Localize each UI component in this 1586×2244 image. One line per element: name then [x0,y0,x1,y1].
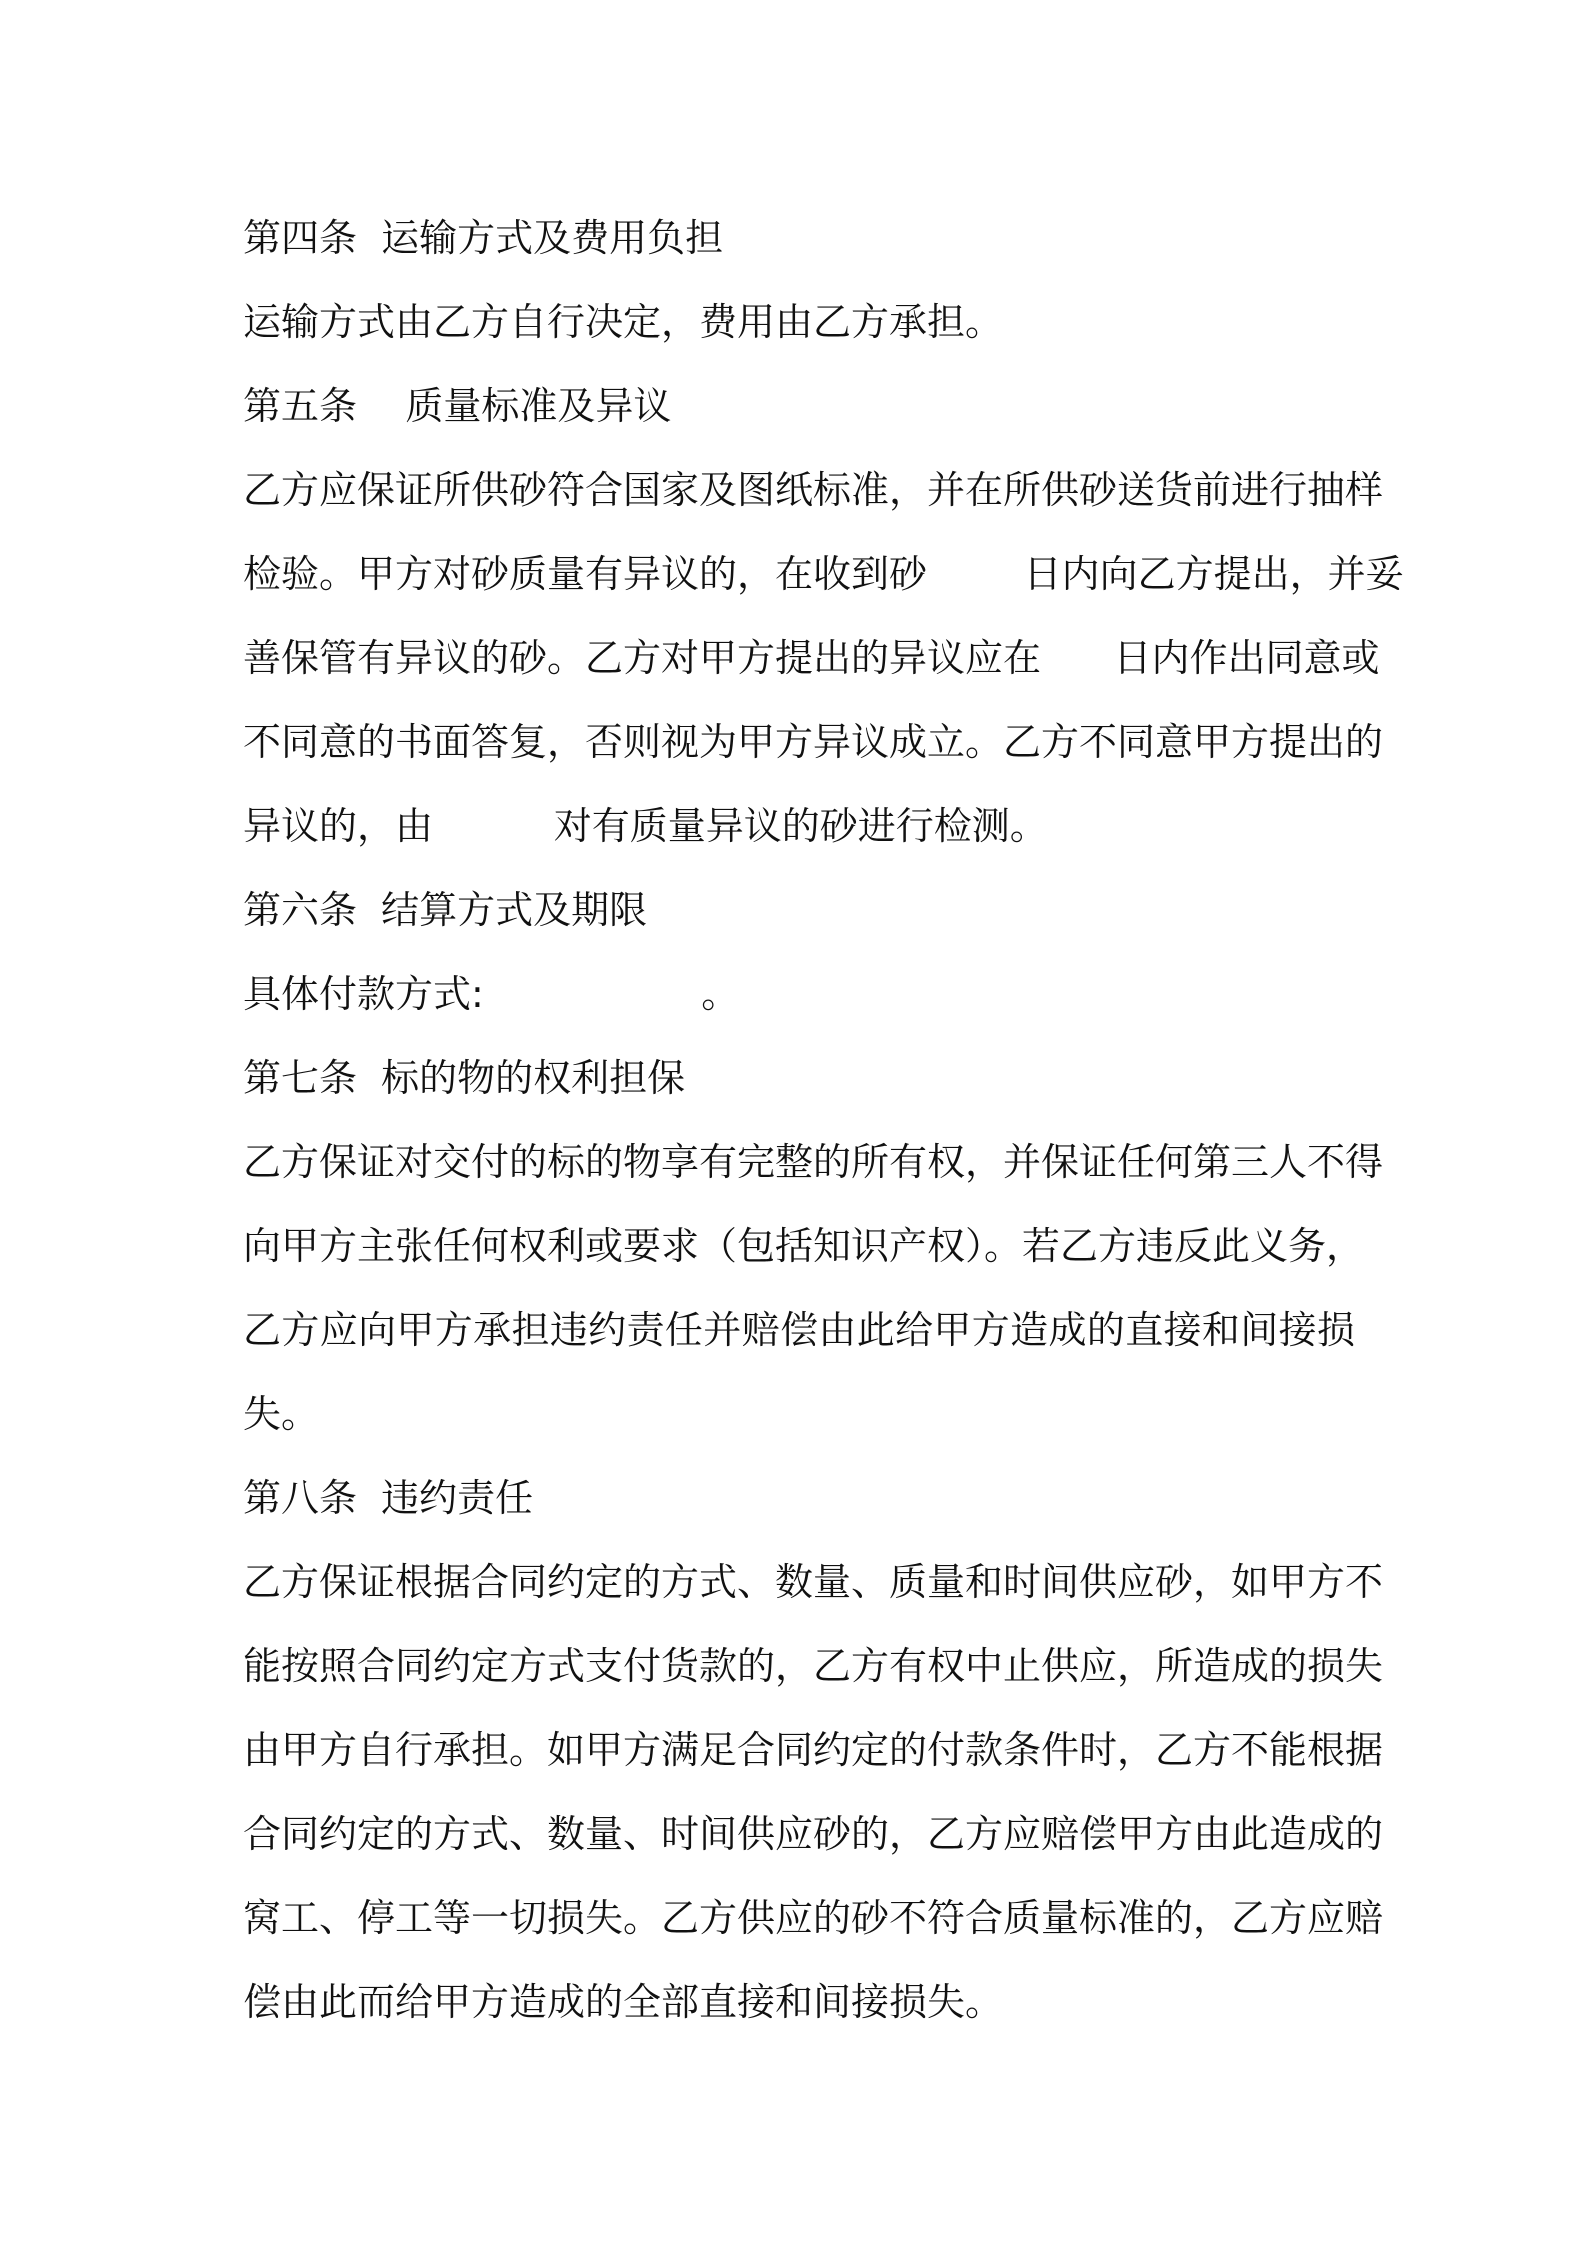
paragraph-line: 运输方式由乙方自行决定，费用由乙方承担。 [243,300,1004,344]
paragraph-line: 异议的，由 对有质量异议的砂进行检测。 [243,804,1048,848]
paragraph-line: 合同约定的方式、数量、时间供应砂的，乙方应赔偿甲方由此造成的 [243,1812,1384,1856]
article-heading: 第五条 质量标准及异议 [243,384,672,428]
article-heading: 第八条 违约责任 [243,1476,534,1520]
paragraph-line: 窝工、停工等一切损失。乙方供应的砂不符合质量标准的，乙方应赔 [243,1896,1384,1940]
article-heading: 第六条 结算方式及期限 [243,888,648,932]
paragraph-line: 善保管有异议的砂。乙方对甲方提出的异议应在 日内作出同意或 [243,636,1380,680]
contract-text-body [243,196,1404,2044]
paragraph-line: 向甲方主张任何权利或要求（包括知识产权）。若乙方违反此义务， [243,1224,1365,1268]
paragraph-line: 不同意的书面答复，否则视为甲方异议成立。乙方不同意甲方提出的 [243,720,1384,764]
paragraph-line: 具体付款方式: 。 [243,972,740,1016]
paragraph-line: 乙方保证根据合同约定的方式、数量、质量和时间供应砂，如甲方不 [243,1560,1384,1604]
article-heading: 第七条 标的物的权利担保 [243,1056,686,1100]
paragraph-line: 乙方应保证所供砂符合国家及图纸标准，并在所供砂送货前进行抽样 [243,468,1384,512]
article-heading: 第四条 运输方式及费用负担 [243,216,724,260]
paragraph-line: 乙方应向甲方承担违约责任并赔偿由此给甲方造成的直接和间接损 [243,1308,1355,1352]
paragraph-line: 失。 [243,1392,320,1436]
paragraph-line: 由甲方自行承担。如甲方满足合同约定的付款条件时，乙方不能根据 [243,1728,1384,1772]
paragraph-line: 偿由此而给甲方造成的全部直接和间接损失。 [243,1980,1004,2024]
paragraph-line: 检验。甲方对砂质量有异议的，在收到砂 日内向乙方提出，并妥 [243,552,1404,596]
paragraph-line: 能按照合同约定方式支付货款的，乙方有权中止供应，所造成的损失 [243,1644,1384,1688]
paragraph-line: 乙方保证对交付的标的物享有完整的所有权，并保证任何第三人不得 [243,1140,1384,1184]
